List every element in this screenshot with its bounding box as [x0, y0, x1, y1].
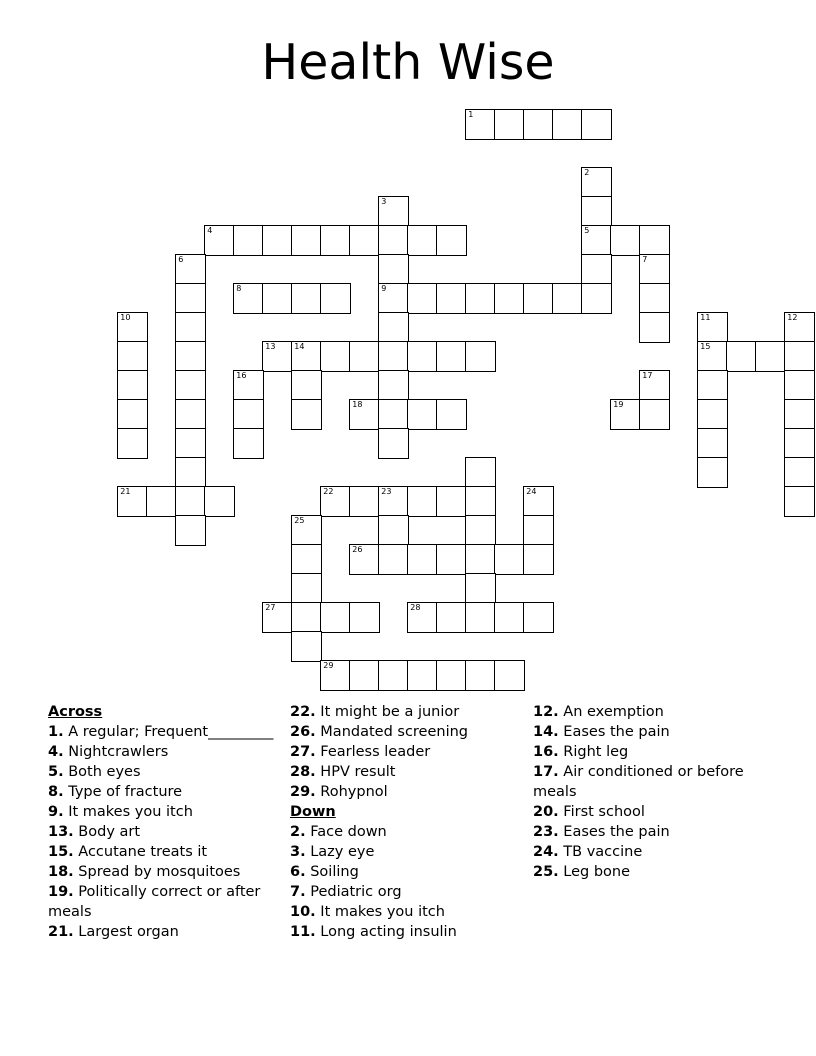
- grid-cell[interactable]: [465, 602, 496, 633]
- grid-cell[interactable]: [204, 486, 235, 517]
- cell-number: 1: [468, 110, 474, 120]
- clue-text: First school: [558, 804, 645, 820]
- clue-number: 22.: [290, 704, 316, 720]
- clue-item: [290, 742, 526, 762]
- grid-cell[interactable]: [233, 399, 264, 430]
- cell-number: 5: [584, 226, 590, 236]
- clue-number: 10.: [290, 904, 316, 920]
- clue-number: 19.: [48, 884, 74, 900]
- clue-item: [48, 782, 280, 802]
- grid-cell[interactable]: [320, 660, 351, 691]
- grid-cell[interactable]: [784, 457, 815, 488]
- grid-cell[interactable]: [465, 573, 496, 604]
- grid-cell[interactable]: [175, 312, 206, 343]
- grid-cell[interactable]: [291, 225, 322, 256]
- grid-cell[interactable]: [378, 660, 409, 691]
- clue-number: 9.: [48, 804, 64, 820]
- grid-cell[interactable]: [465, 515, 496, 546]
- clue-number: 25.: [533, 864, 559, 880]
- cell-number: 7: [642, 255, 648, 265]
- grid-cell[interactable]: [610, 399, 641, 430]
- cell-number: 28: [410, 603, 421, 613]
- clue-text: Accutane treats it: [73, 844, 208, 860]
- grid-cell[interactable]: [175, 428, 206, 459]
- grid-cell[interactable]: [407, 225, 438, 256]
- grid-cell[interactable]: [639, 225, 670, 256]
- grid-cell[interactable]: [726, 341, 757, 372]
- clue-item: [48, 922, 280, 942]
- grid-cell[interactable]: [117, 399, 148, 430]
- grid-cell[interactable]: [494, 109, 525, 140]
- clue-text: Politically correct or after meals: [48, 884, 261, 920]
- grid-cell[interactable]: [784, 370, 815, 401]
- clue-number: 18.: [48, 864, 74, 880]
- clue-number: 28.: [290, 764, 316, 780]
- cell-number: 2: [584, 168, 590, 178]
- clue-text: Long acting insulin: [315, 924, 457, 940]
- grid-cell[interactable]: [320, 486, 351, 517]
- grid-cell[interactable]: [378, 196, 409, 227]
- down-heading: Down: [290, 804, 336, 820]
- cell-number: 11: [700, 313, 711, 323]
- grid-cell[interactable]: [784, 486, 815, 517]
- grid-cell[interactable]: [233, 283, 264, 314]
- grid-cell[interactable]: [349, 341, 380, 372]
- grid-cell[interactable]: [436, 602, 467, 633]
- grid-cell[interactable]: [291, 370, 322, 401]
- clue-item: [290, 842, 526, 862]
- clue-text: An exemption: [558, 704, 664, 720]
- clue-text: Pediatric org: [305, 884, 402, 900]
- grid-cell[interactable]: [117, 341, 148, 372]
- clue-item: [533, 822, 773, 842]
- grid-cell[interactable]: [552, 109, 583, 140]
- grid-cell[interactable]: [262, 225, 293, 256]
- clue-text: Eases the pain: [558, 824, 670, 840]
- clue-text: Right leg: [558, 744, 629, 760]
- clue-number: 23.: [533, 824, 559, 840]
- puzzle-title: Health Wise: [261, 34, 555, 91]
- clue-number: 8.: [48, 784, 64, 800]
- clue-number: 21.: [48, 924, 74, 940]
- grid-cell[interactable]: [291, 341, 322, 372]
- clue-item: [533, 742, 773, 762]
- clue-number: 24.: [533, 844, 559, 860]
- grid-cell[interactable]: [755, 341, 786, 372]
- clue-item: [533, 862, 773, 882]
- grid-cell[interactable]: [465, 486, 496, 517]
- grid-cell[interactable]: [262, 283, 293, 314]
- clue-number: 14.: [533, 724, 559, 740]
- grid-cell[interactable]: [407, 283, 438, 314]
- clue-number: 5.: [48, 764, 64, 780]
- clue-number: 29.: [290, 784, 316, 800]
- clue-item: [48, 802, 280, 822]
- grid-cell[interactable]: [378, 428, 409, 459]
- across-heading: Across: [48, 704, 103, 720]
- clue-text: HPV result: [315, 764, 396, 780]
- grid-cell[interactable]: [117, 370, 148, 401]
- clue-item: [48, 762, 280, 782]
- clue-text: Body art: [73, 824, 141, 840]
- grid-cell[interactable]: [523, 515, 554, 546]
- grid-cell[interactable]: [291, 544, 322, 575]
- grid-cell[interactable]: [523, 602, 554, 633]
- grid-cell[interactable]: [581, 283, 612, 314]
- grid-cell[interactable]: [436, 486, 467, 517]
- clue-item: [48, 822, 280, 842]
- grid-cell[interactable]: [697, 428, 728, 459]
- grid-cell[interactable]: [175, 457, 206, 488]
- grid-cell[interactable]: [465, 109, 496, 140]
- grid-cell[interactable]: [581, 167, 612, 198]
- clue-item: [290, 762, 526, 782]
- clue-number: 4.: [48, 744, 64, 760]
- grid-cell[interactable]: [233, 370, 264, 401]
- grid-cell[interactable]: [378, 225, 409, 256]
- clue-text: Mandated screening: [315, 724, 469, 740]
- clue-number: 7.: [290, 884, 306, 900]
- grid-cell[interactable]: [436, 544, 467, 575]
- grid-cell[interactable]: [784, 341, 815, 372]
- clue-number: 12.: [533, 704, 559, 720]
- clue-text: Spread by mosquitoes: [73, 864, 241, 880]
- clue-number: 26.: [290, 724, 316, 740]
- clue-column-2: [290, 702, 526, 942]
- cell-number: 24: [526, 487, 537, 497]
- grid-cell[interactable]: [175, 486, 206, 517]
- clue-item: [290, 862, 526, 882]
- grid-cell[interactable]: [784, 312, 815, 343]
- cell-number: 3: [381, 197, 387, 207]
- grid-cell[interactable]: [349, 225, 380, 256]
- grid-cell[interactable]: [349, 602, 380, 633]
- grid-cell[interactable]: [407, 660, 438, 691]
- grid-cell[interactable]: [262, 602, 293, 633]
- clue-item: [48, 882, 280, 922]
- cell-number: 18: [352, 400, 363, 410]
- grid-cell[interactable]: [407, 399, 438, 430]
- grid-cell[interactable]: [436, 399, 467, 430]
- grid-cell[interactable]: [204, 225, 235, 256]
- clue-item: [48, 842, 280, 862]
- clue-text: It might be a junior: [315, 704, 460, 720]
- clue-column-3: [533, 702, 773, 882]
- clue-number: 15.: [48, 844, 74, 860]
- cell-number: 15: [700, 342, 711, 352]
- clue-item: [533, 842, 773, 862]
- cell-number: 21: [120, 487, 131, 497]
- clue-text: Soiling: [305, 864, 359, 880]
- grid-cell[interactable]: [784, 428, 815, 459]
- cell-number: 14: [294, 342, 305, 352]
- grid-cell[interactable]: [291, 515, 322, 546]
- grid-cell[interactable]: [175, 370, 206, 401]
- clue-text: Largest organ: [73, 924, 179, 940]
- grid-cell[interactable]: [494, 283, 525, 314]
- grid-cell[interactable]: [523, 544, 554, 575]
- grid-cell[interactable]: [378, 254, 409, 285]
- clue-text: It makes you itch: [63, 804, 193, 820]
- clue-item: [290, 782, 526, 802]
- grid-cell[interactable]: [175, 341, 206, 372]
- grid-cell[interactable]: [465, 457, 496, 488]
- clue-item: [533, 722, 773, 742]
- clue-text: Rohypnol: [315, 784, 388, 800]
- grid-cell[interactable]: [610, 225, 641, 256]
- clue-number: 20.: [533, 804, 559, 820]
- clue-text: Lazy eye: [305, 844, 375, 860]
- grid-cell[interactable]: [494, 544, 525, 575]
- clue-item: [533, 802, 773, 822]
- grid-cell[interactable]: [465, 341, 496, 372]
- clue-number: 2.: [290, 824, 306, 840]
- grid-cell[interactable]: [697, 399, 728, 430]
- cell-number: 13: [265, 342, 276, 352]
- grid-cell[interactable]: [784, 399, 815, 430]
- cell-number: 19: [613, 400, 624, 410]
- clue-item: [290, 722, 526, 742]
- cell-number: 25: [294, 516, 305, 526]
- grid-cell[interactable]: [697, 457, 728, 488]
- grid-cell[interactable]: [581, 109, 612, 140]
- grid-cell[interactable]: [436, 660, 467, 691]
- grid-cell[interactable]: [581, 254, 612, 285]
- clue-item: [48, 722, 280, 742]
- grid-cell[interactable]: [378, 283, 409, 314]
- cell-number: 12: [787, 313, 798, 323]
- grid-cell[interactable]: [291, 631, 322, 662]
- grid-cell[interactable]: [639, 254, 670, 285]
- clue-number: 11.: [290, 924, 316, 940]
- grid-cell[interactable]: [523, 109, 554, 140]
- grid-cell[interactable]: [146, 486, 177, 517]
- cell-number: 6: [178, 255, 184, 265]
- cell-number: 23: [381, 487, 392, 497]
- grid-cell[interactable]: [320, 225, 351, 256]
- clue-text: Type of fracture: [63, 784, 183, 800]
- grid-cell[interactable]: [349, 486, 380, 517]
- grid-cell[interactable]: [378, 341, 409, 372]
- grid-cell[interactable]: [175, 283, 206, 314]
- clue-text: It makes you itch: [315, 904, 445, 920]
- clue-item: [290, 902, 526, 922]
- cell-number: 22: [323, 487, 334, 497]
- grid-cell[interactable]: [523, 486, 554, 517]
- clue-text: Fearless leader: [315, 744, 431, 760]
- grid-cell[interactable]: [233, 428, 264, 459]
- grid-cell[interactable]: [581, 225, 612, 256]
- grid-cell[interactable]: [291, 399, 322, 430]
- clue-text: Nightcrawlers: [63, 744, 169, 760]
- grid-cell[interactable]: [407, 544, 438, 575]
- clue-text: Leg bone: [558, 864, 631, 880]
- grid-cell[interactable]: [378, 312, 409, 343]
- cell-number: 27: [265, 603, 276, 613]
- grid-cell[interactable]: [465, 283, 496, 314]
- grid-cell[interactable]: [291, 602, 322, 633]
- grid-cell[interactable]: [523, 283, 554, 314]
- grid-cell[interactable]: [407, 486, 438, 517]
- grid-cell[interactable]: [175, 515, 206, 546]
- grid-cell[interactable]: [465, 660, 496, 691]
- clue-text: A regular; Frequent_________: [63, 724, 274, 740]
- cell-number: 29: [323, 661, 334, 671]
- grid-cell[interactable]: [697, 370, 728, 401]
- cell-number: 10: [120, 313, 131, 323]
- grid-cell[interactable]: [291, 573, 322, 604]
- cell-number: 8: [236, 284, 242, 294]
- clue-number: 1.: [48, 724, 64, 740]
- clue-text: Both eyes: [63, 764, 141, 780]
- clue-text: Eases the pain: [558, 724, 670, 740]
- grid-cell[interactable]: [494, 660, 525, 691]
- clue-number: 16.: [533, 744, 559, 760]
- cell-number: 16: [236, 371, 247, 381]
- grid-cell[interactable]: [697, 312, 728, 343]
- grid-cell[interactable]: [436, 225, 467, 256]
- grid-cell[interactable]: [117, 486, 148, 517]
- grid-cell[interactable]: [436, 283, 467, 314]
- grid-cell[interactable]: [407, 341, 438, 372]
- grid-cell[interactable]: [639, 370, 670, 401]
- cell-number: 17: [642, 371, 653, 381]
- grid-cell[interactable]: [639, 312, 670, 343]
- clue-item: [48, 742, 280, 762]
- grid-cell[interactable]: [697, 341, 728, 372]
- clue-number: 17.: [533, 764, 559, 780]
- grid-cell[interactable]: [175, 254, 206, 285]
- grid-cell[interactable]: [494, 602, 525, 633]
- grid-cell[interactable]: [233, 225, 264, 256]
- cell-number: 9: [381, 284, 387, 294]
- grid-cell[interactable]: [349, 660, 380, 691]
- cell-number: 26: [352, 545, 363, 555]
- grid-cell[interactable]: [378, 486, 409, 517]
- clue-number: 3.: [290, 844, 306, 860]
- clue-text: Air conditioned or before meals: [533, 764, 744, 800]
- grid-cell[interactable]: [117, 428, 148, 459]
- grid-cell[interactable]: [175, 399, 206, 430]
- clue-item: [290, 702, 526, 722]
- grid-cell[interactable]: [320, 341, 351, 372]
- grid-cell[interactable]: [639, 283, 670, 314]
- clue-item: [290, 922, 526, 942]
- grid-cell[interactable]: [407, 602, 438, 633]
- clue-item: [533, 762, 773, 802]
- grid-cell[interactable]: [639, 399, 670, 430]
- clue-item: [290, 882, 526, 902]
- grid-cell[interactable]: [349, 544, 380, 575]
- grid-cell[interactable]: [581, 196, 612, 227]
- grid-cell[interactable]: [320, 602, 351, 633]
- grid-cell[interactable]: [465, 544, 496, 575]
- clue-number: 13.: [48, 824, 74, 840]
- grid-cell[interactable]: [262, 341, 293, 372]
- clue-number: 27.: [290, 744, 316, 760]
- grid-cell[interactable]: [378, 370, 409, 401]
- cell-number: 4: [207, 226, 213, 236]
- clue-item: [48, 862, 280, 882]
- grid-cell[interactable]: [378, 399, 409, 430]
- grid-cell[interactable]: [436, 341, 467, 372]
- clue-item: [290, 822, 526, 842]
- grid-cell[interactable]: [552, 283, 583, 314]
- clue-number: 6.: [290, 864, 306, 880]
- clue-item: [533, 702, 773, 722]
- grid-cell[interactable]: [320, 283, 351, 314]
- clue-column-1: [48, 702, 280, 942]
- grid-cell[interactable]: [378, 515, 409, 546]
- clue-text: TB vaccine: [558, 844, 643, 860]
- clue-text: Face down: [305, 824, 387, 840]
- grid-cell[interactable]: [291, 283, 322, 314]
- grid-cell[interactable]: [378, 544, 409, 575]
- grid-cell[interactable]: [117, 312, 148, 343]
- grid-cell[interactable]: [349, 399, 380, 430]
